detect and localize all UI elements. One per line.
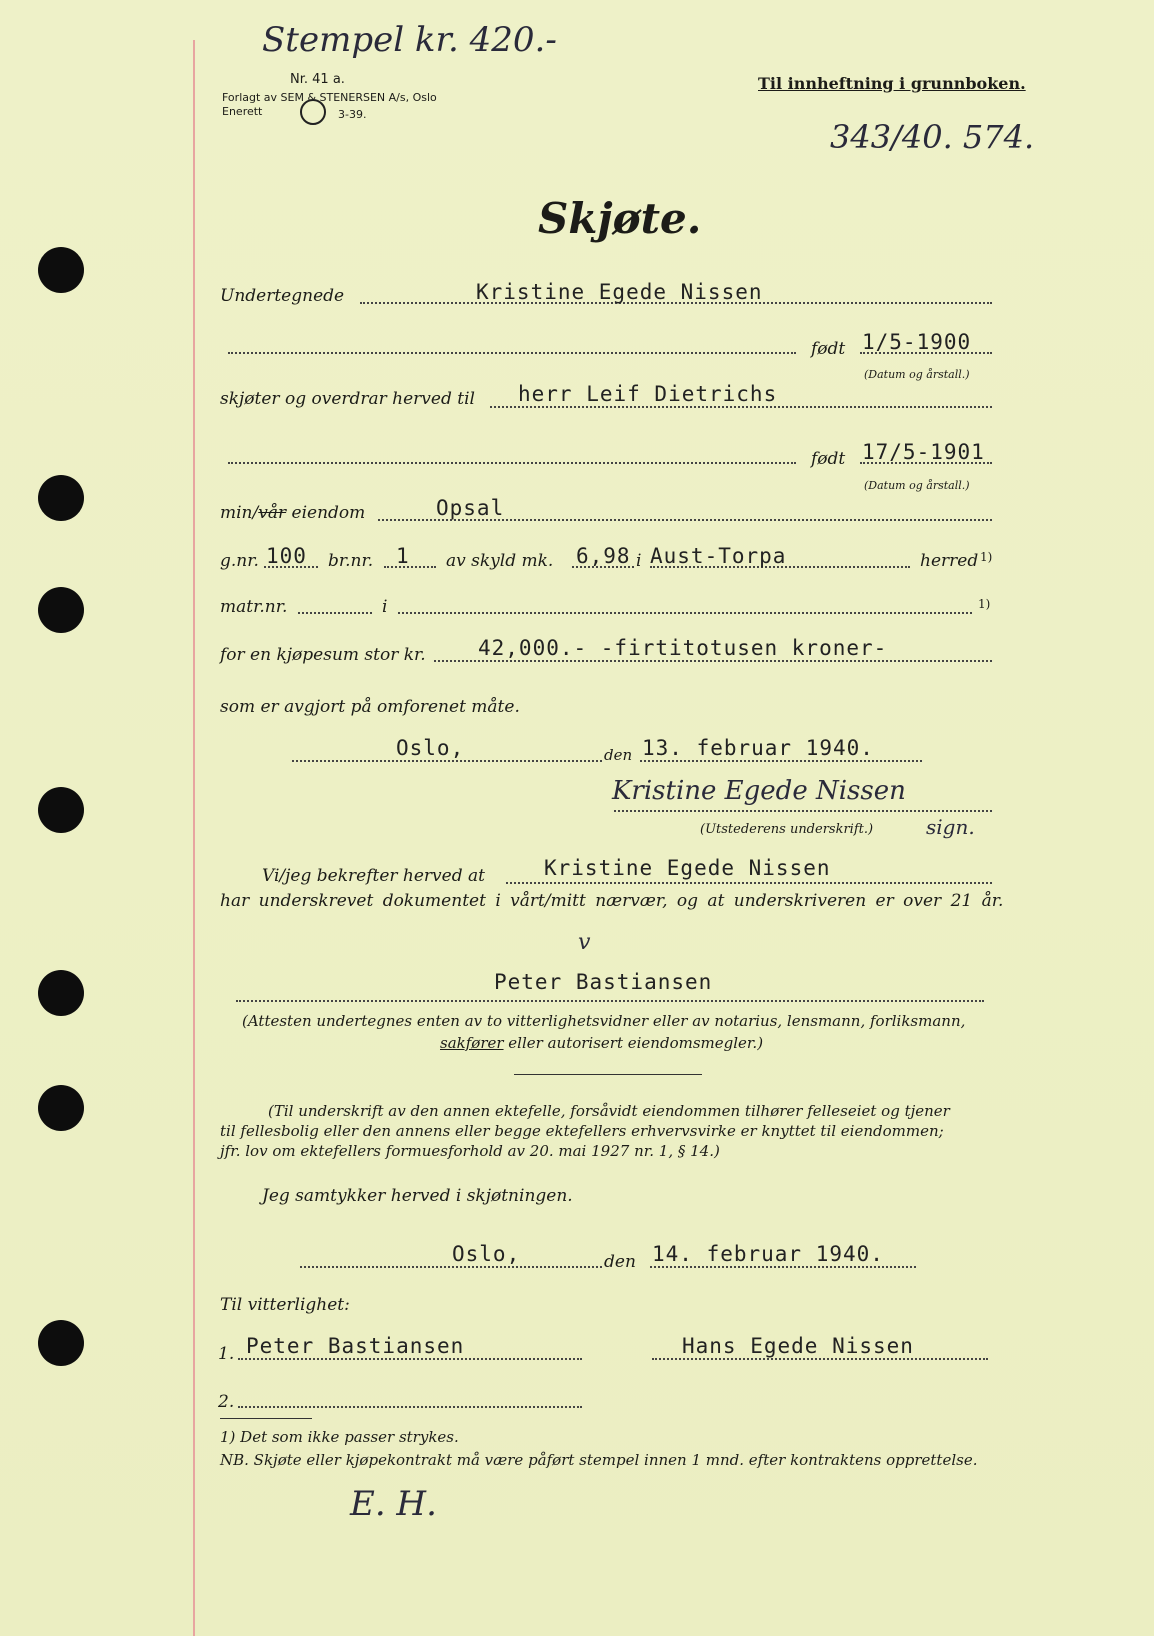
attest-note: (Attesten undertegnes enten av to vitterlighetsvidner eller av notarius, lensmann, forliksmann, <box>242 1012 966 1030</box>
date: 13. februar 1940. <box>642 736 874 760</box>
buyer-name: herr Leif Dietrichs <box>518 382 778 406</box>
divider <box>514 1074 702 1075</box>
fill-line <box>238 1358 582 1360</box>
margin-rule <box>193 40 195 1636</box>
footnote-rule <box>220 1418 312 1419</box>
fill-line <box>490 406 992 408</box>
fill-line <box>292 760 602 762</box>
seller-signature: Kristine Egede Nissen <box>612 776 906 806</box>
gnr-value: 100 <box>266 544 307 568</box>
fill-line <box>614 810 992 812</box>
spouse-note: (Til underskrift av den annen ektefelle, forsåvidt eiendommen tilhører felleseiet og tjener <box>268 1102 950 1120</box>
witness-name: Peter Bastiansen <box>246 1334 465 1358</box>
place: Oslo, <box>396 736 465 760</box>
agreement-text: som er avgjort på omforenet måte. <box>220 697 520 717</box>
witness-number: 2. <box>218 1392 235 1412</box>
fill-line <box>640 760 922 762</box>
field-label: min/vår eiendom <box>220 503 366 523</box>
witness-number: 1. <box>218 1344 235 1364</box>
field-label: matr.nr. <box>220 597 288 617</box>
footnote: 1) Det som ikke passer strykes. <box>220 1428 459 1446</box>
field-label: født <box>811 339 846 359</box>
publisher-date: 3-39. <box>338 108 367 121</box>
field-label: br.nr. <box>328 551 374 571</box>
signature-caption: (Utstederens underskrift.) <box>700 822 874 837</box>
document-title: Skjøte. <box>538 194 702 243</box>
punch-hole <box>38 475 84 521</box>
spouse-signature: Hans Egede Nissen <box>682 1334 914 1358</box>
publisher-seal <box>300 99 326 125</box>
punch-hole <box>38 1085 84 1131</box>
field-label: i <box>636 551 642 571</box>
fill-line <box>228 352 796 354</box>
punch-hole <box>38 970 84 1016</box>
field-label: g.nr. <box>220 551 259 571</box>
consent-text: Jeg samtykker herved i skjøtningen. <box>262 1186 573 1206</box>
form-number: Nr. 41 a. <box>290 72 345 87</box>
field-label: for en kjøpesum stor kr. <box>220 645 426 665</box>
seller-birthdate: 1/5-1900 <box>862 330 972 354</box>
field-label: Vi/jeg bekrefter herved at <box>262 866 485 886</box>
fill-line <box>228 462 796 464</box>
purchase-price: 42,000.- -firtitotusen kroner- <box>478 636 888 660</box>
footnote-mark: 1) <box>978 597 991 611</box>
fill-line <box>506 882 992 884</box>
spouse-note: jfr. lov om ektefellers formuesforhold av 20. mai 1927 nr. 1, § 14.) <box>220 1142 720 1160</box>
publisher-line: Forlagt av SEM & STENERSEN A/s, Oslo <box>222 91 437 104</box>
sign-note: sign. <box>926 815 975 839</box>
witness-heading: Til vitterlighet: <box>220 1295 350 1315</box>
field-label: født <box>811 449 846 469</box>
confirmation-text: har underskrevet dokumentet i vårt/mitt nærvær, og at underskriveren er over 21 år. <box>220 891 1004 911</box>
footnote-mark: 1) <box>980 550 993 564</box>
spouse-note: til fellesbolig eller den annens eller begge ektefellers erhvervsvirke er knyttet til eiendommen; <box>220 1122 944 1140</box>
fill-line <box>434 660 992 662</box>
witness-mark: v <box>578 930 591 955</box>
field-label: skjøter og overdrar herved til <box>220 389 475 409</box>
nb-note: NB. Skjøte eller kjøpekontrakt må være påført stempel innen 1 mnd. efter kontraktens opprettelse. <box>220 1451 978 1469</box>
fill-line <box>650 1266 916 1268</box>
fill-line <box>238 1406 582 1408</box>
place: Oslo, <box>452 1242 521 1266</box>
date-hint: (Datum og årstall.) <box>864 479 970 492</box>
brnr-value: 1 <box>396 544 410 568</box>
publisher-line: Enerett <box>222 105 263 118</box>
initials: E. H. <box>350 1484 437 1524</box>
seller-name: Kristine Egede Nissen <box>476 280 763 304</box>
case-reference: 343/40. 574. <box>830 118 1035 156</box>
property-name: Opsal <box>436 496 505 520</box>
punch-hole <box>38 787 84 833</box>
fill-line <box>236 1000 984 1002</box>
fill-line <box>384 566 436 568</box>
fill-line <box>298 612 372 614</box>
punch-hole <box>38 1320 84 1366</box>
attest-note: sakfører eller autorisert eiendomsmegler.) <box>440 1034 764 1052</box>
filing-note: Til innheftning i grunnboken. <box>758 74 1026 93</box>
fill-line <box>652 1358 988 1360</box>
fill-line <box>398 612 972 614</box>
stamp-note: Stempel kr. 420.- <box>262 20 557 60</box>
punch-hole <box>38 587 84 633</box>
field-label: Undertegnede <box>220 286 345 306</box>
field-label: i <box>382 597 388 617</box>
punch-hole <box>38 247 84 293</box>
field-label: den <box>604 1252 636 1272</box>
field-label: herred <box>920 551 979 571</box>
herred-value: Aust-Torpa <box>650 544 787 568</box>
fill-line <box>300 1266 602 1268</box>
signer-name: Kristine Egede Nissen <box>544 856 831 880</box>
date: 14. februar 1940. <box>652 1242 884 1266</box>
skyld-value: 6,98 <box>576 544 631 568</box>
buyer-birthdate: 17/5-1901 <box>862 440 985 464</box>
date-hint: (Datum og årstall.) <box>864 368 970 381</box>
field-label: den <box>604 746 633 764</box>
attest-name: Peter Bastiansen <box>494 970 713 994</box>
field-label: av skyld mk. <box>446 551 554 571</box>
